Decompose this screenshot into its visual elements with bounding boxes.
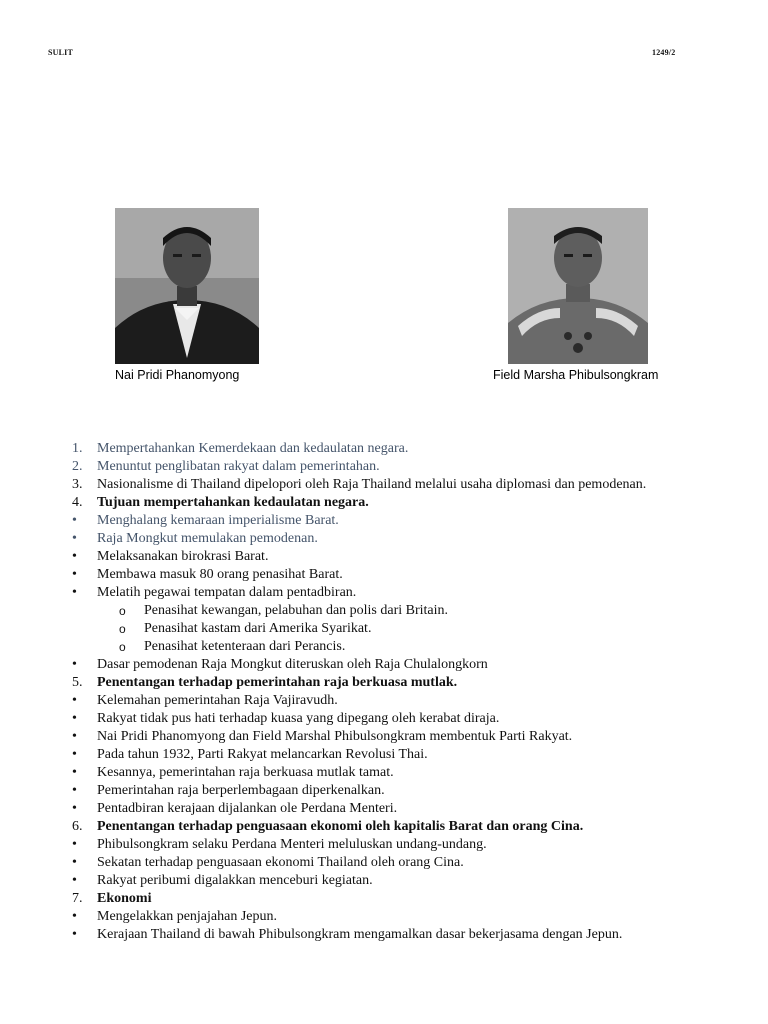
list-marker: 1. (72, 441, 83, 456)
list-marker: 3. (72, 477, 83, 492)
list-item-text: Kelemahan pemerintahan Raja Vajiravudh. (97, 693, 338, 708)
list-marker: • (72, 567, 77, 582)
photo-caption-phibulsongkram: Field Marsha Phibulsongkram (493, 368, 659, 382)
list-item (72, 890, 752, 908)
list-item-text: Pada tahun 1932, Parti Rakyat melancarkan Revolusi Thai. (97, 747, 428, 762)
list-item-text: Penentangan terhadap pemerintahan raja berkuasa mutlak. (97, 675, 458, 690)
list-item-text: Rakyat tidak pus hati terhadap kuasa yang dipegang oleh kerabat diraja. (97, 711, 500, 726)
list-marker: • (72, 801, 77, 816)
list-item (72, 494, 752, 512)
sub-list-item (72, 620, 752, 638)
list-item-text: Menuntut penglibatan rakyat dalam pemerintahan. (97, 459, 380, 474)
list-marker: • (72, 585, 77, 600)
list-marker: • (72, 855, 77, 870)
list-marker: • (72, 549, 77, 564)
list-item-text: Kerajaan Thailand di bawah Phibulsongkram mengamalkan dasar bekerjasama dengan Jepun. (97, 927, 623, 942)
list-item-text: Penasihat kewangan, pelabuhan dan polis dari Britain. (144, 603, 449, 618)
list-item-text: Menghalang kemaraan imperialisme Barat. (97, 513, 339, 528)
list-item-text: Dasar pemodenan Raja Mongkut diteruskan oleh Raja Chulalongkorn (97, 657, 488, 672)
list-item-text: Pemerintahan raja berperlembagaan diperkenalkan. (97, 783, 385, 798)
list-item-text: Membawa masuk 80 orang penasihat Barat. (97, 567, 343, 582)
list-item-text: Melaksanakan birokrasi Barat. (97, 549, 269, 564)
list-item (72, 782, 752, 800)
list-item (72, 530, 752, 548)
list-marker: • (72, 513, 77, 528)
list-marker: • (72, 531, 77, 546)
list-marker: • (72, 711, 77, 726)
portrait-photo-phibulsongkram (508, 208, 648, 364)
list-item (72, 818, 752, 836)
list-marker: 2. (72, 459, 83, 474)
list-marker: • (72, 873, 77, 888)
list-item-text: Mengelakkan penjajahan Jepun. (97, 909, 277, 924)
list-item-text: Ekonomi (97, 891, 152, 906)
list-marker: • (72, 783, 77, 798)
list-marker: 4. (72, 495, 83, 510)
list-item-text: Rakyat peribumi digalakkan menceburi kegiatan. (97, 873, 373, 888)
portrait-photo-icon (115, 208, 259, 364)
list-item-text: Raja Mongkut memulakan pemodenan. (97, 531, 318, 546)
list-item-text: Pentadbiran kerajaan dijalankan ole Perdana Menteri. (97, 801, 398, 816)
notes-list (72, 440, 752, 944)
list-item (72, 674, 752, 692)
list-item (72, 566, 752, 584)
list-item (72, 710, 752, 728)
header-left-label: SULIT (48, 48, 74, 57)
list-marker: • (72, 729, 77, 744)
list-item-text: Mempertahankan Kemerdekaan dan kedaulatan negara. (97, 441, 409, 456)
list-item-text: Nai Pridi Phanomyong dan Field Marshal Phibulsongkram membentuk Parti Rakyat. (97, 729, 573, 744)
list-item (72, 746, 752, 764)
list-marker: • (72, 693, 77, 708)
list-item-text: Penasihat kastam dari Amerika Syarikat. (144, 621, 372, 636)
list-item (72, 728, 752, 746)
list-item (72, 584, 752, 602)
list-item (72, 854, 752, 872)
list-marker: • (72, 657, 77, 672)
list-marker: o (119, 604, 126, 618)
portrait-photo-pridi (115, 208, 259, 364)
list-item (72, 908, 752, 926)
list-item-text: Phibulsongkram selaku Perdana Menteri meluluskan undang-undang. (97, 837, 487, 852)
list-item (72, 836, 752, 854)
list-item (72, 764, 752, 782)
list-item (72, 872, 752, 890)
list-item (72, 548, 752, 566)
header-page-code: 1249/2 (652, 48, 676, 57)
sub-list-item (72, 602, 752, 620)
list-item-text: Nasionalisme di Thailand dipelopori oleh Raja Thailand melalui usaha diplomasi dan pemodenan. (97, 477, 647, 492)
list-marker: 5. (72, 675, 83, 690)
list-item-text: Melatih pegawai tempatan dalam pentadbiran. (97, 585, 357, 600)
list-marker: • (72, 765, 77, 780)
list-item-text: Penasihat ketenteraan dari Perancis. (144, 639, 346, 654)
list-marker: 6. (72, 819, 83, 834)
list-marker: o (119, 622, 126, 636)
list-item-text: Penentangan terhadap penguasaan ekonomi oleh kapitalis Barat dan orang Cina. (97, 819, 584, 834)
list-marker: • (72, 837, 77, 852)
list-item (72, 692, 752, 710)
list-item (72, 512, 752, 530)
portrait-photo-icon (508, 208, 648, 364)
list-item-text: Sekatan terhadap penguasaan ekonomi Thailand oleh orang Cina. (97, 855, 464, 870)
photo-caption-pridi: Nai Pridi Phanomyong (115, 368, 240, 382)
list-item (72, 476, 752, 494)
list-item (72, 926, 752, 944)
list-marker: 7. (72, 891, 83, 906)
list-marker: • (72, 747, 77, 762)
list-item (72, 440, 752, 458)
list-marker: o (119, 640, 126, 654)
list-item (72, 800, 752, 818)
list-item (72, 656, 752, 674)
list-item-text: Tujuan mempertahankan kedaulatan negara. (97, 495, 369, 510)
list-item-text: Kesannya, pemerintahan raja berkuasa mutlak tamat. (97, 765, 394, 780)
list-item (72, 458, 752, 476)
list-marker: • (72, 909, 77, 924)
list-marker: • (72, 927, 77, 942)
sub-list-item (72, 638, 752, 656)
